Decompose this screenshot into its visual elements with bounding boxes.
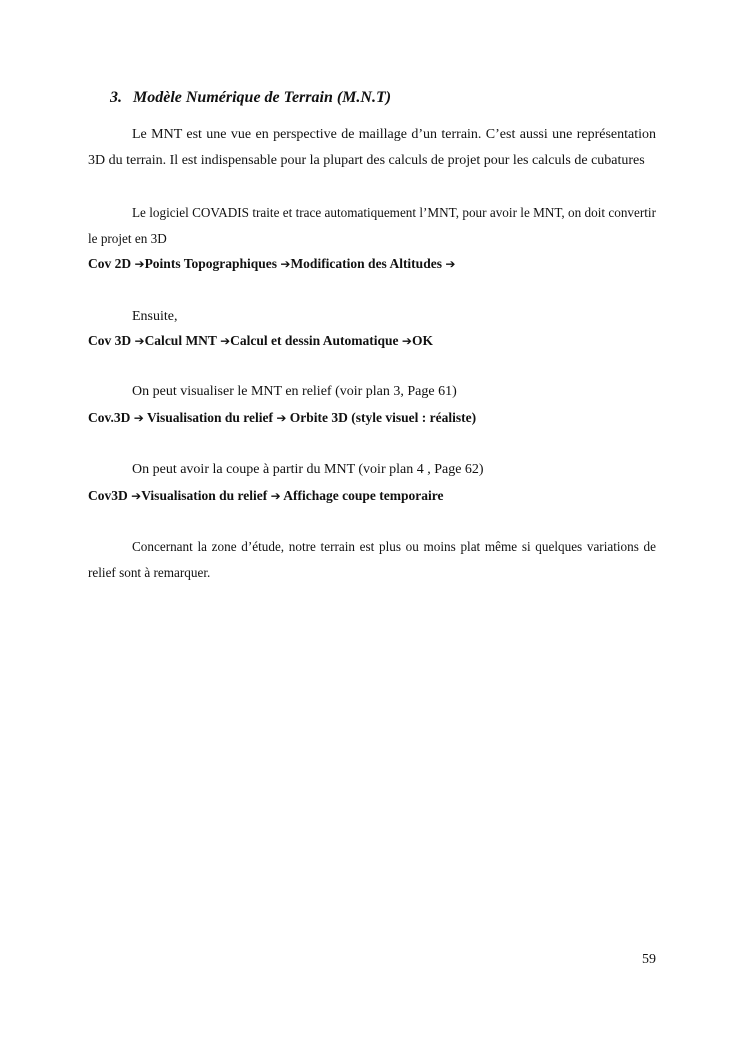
section-number: 3.: [110, 89, 122, 106]
cmd-part: Affichage coupe temporaire: [280, 488, 444, 503]
cmd-part: Calcul et dessin Automatique: [230, 333, 402, 348]
intro-text: Le MNT est une vue en perspective de maillage d’un terrain. C’est aussi une représentation 3D du terrain. Il est indispensable pour la plupart des calculs de projet pour les calculs de cubatures: [88, 127, 656, 168]
command-line-cov3d-mnt: [88, 331, 656, 351]
arrow-right-icon: ➔: [134, 334, 145, 348]
cmd-part: Orbite 3D (style visuel : réaliste): [286, 410, 477, 425]
cmd-part: Points Topographiques: [144, 256, 281, 271]
relief-text: On peut visualiser le MNT en relief (voir plan 3, Page 61): [132, 384, 457, 399]
arrow-right-icon: ➔: [401, 334, 412, 348]
arrow-right-icon: ➔: [220, 334, 231, 348]
cmd-part: Cov.3D: [88, 410, 134, 425]
command-line-coupe: [88, 486, 656, 506]
command-line-orbite: [88, 408, 656, 428]
zone-paragraph: [88, 534, 656, 586]
arrow-right-icon: ➔: [131, 489, 142, 503]
ensuite-text: Ensuite,: [132, 309, 178, 324]
cmd-part: Calcul MNT: [144, 333, 221, 348]
arrow-right-icon: ➔: [270, 489, 281, 503]
coupe-text: On peut avoir la coupe à partir du MNT (voir plan 4 , Page 62): [132, 462, 484, 477]
cmd-part: Cov3D: [88, 488, 132, 503]
cmd-part: Cov 3D: [88, 333, 135, 348]
covadis-paragraph: [88, 200, 656, 252]
arrow-right-icon: ➔: [134, 257, 145, 271]
coupe-paragraph: [88, 457, 656, 483]
arrow-right-icon: ➔: [276, 411, 287, 425]
arrow-right-icon: ➔: [445, 257, 456, 271]
arrow-right-icon: ➔: [280, 257, 291, 271]
section-title: Modèle Numérique de Terrain (M.N.T): [133, 89, 392, 106]
zone-text: Concernant la zone d’étude, notre terrain est plus ou moins plat même si quelques variations de relief sont à remarquer.: [88, 539, 656, 580]
page-number: 59: [642, 952, 656, 967]
relief-paragraph: [88, 379, 656, 405]
cmd-part: Visualisation du relief: [143, 410, 277, 425]
cmd-part: OK: [411, 333, 433, 348]
command-line-cov2d: [88, 254, 656, 274]
arrow-right-icon: ➔: [133, 411, 144, 425]
cmd-part: Modification des Altitudes: [290, 256, 446, 271]
cmd-part: Cov 2D: [88, 256, 135, 271]
ensuite-paragraph: [88, 304, 656, 330]
cmd-part: Visualisation du relief: [141, 488, 271, 503]
section-heading: [110, 89, 391, 107]
intro-paragraph: [88, 122, 656, 174]
covadis-text: Le logiciel COVADIS traite et trace automatiquement l’MNT, pour avoir le MNT, on doit convertir le projet en 3D: [88, 205, 656, 246]
